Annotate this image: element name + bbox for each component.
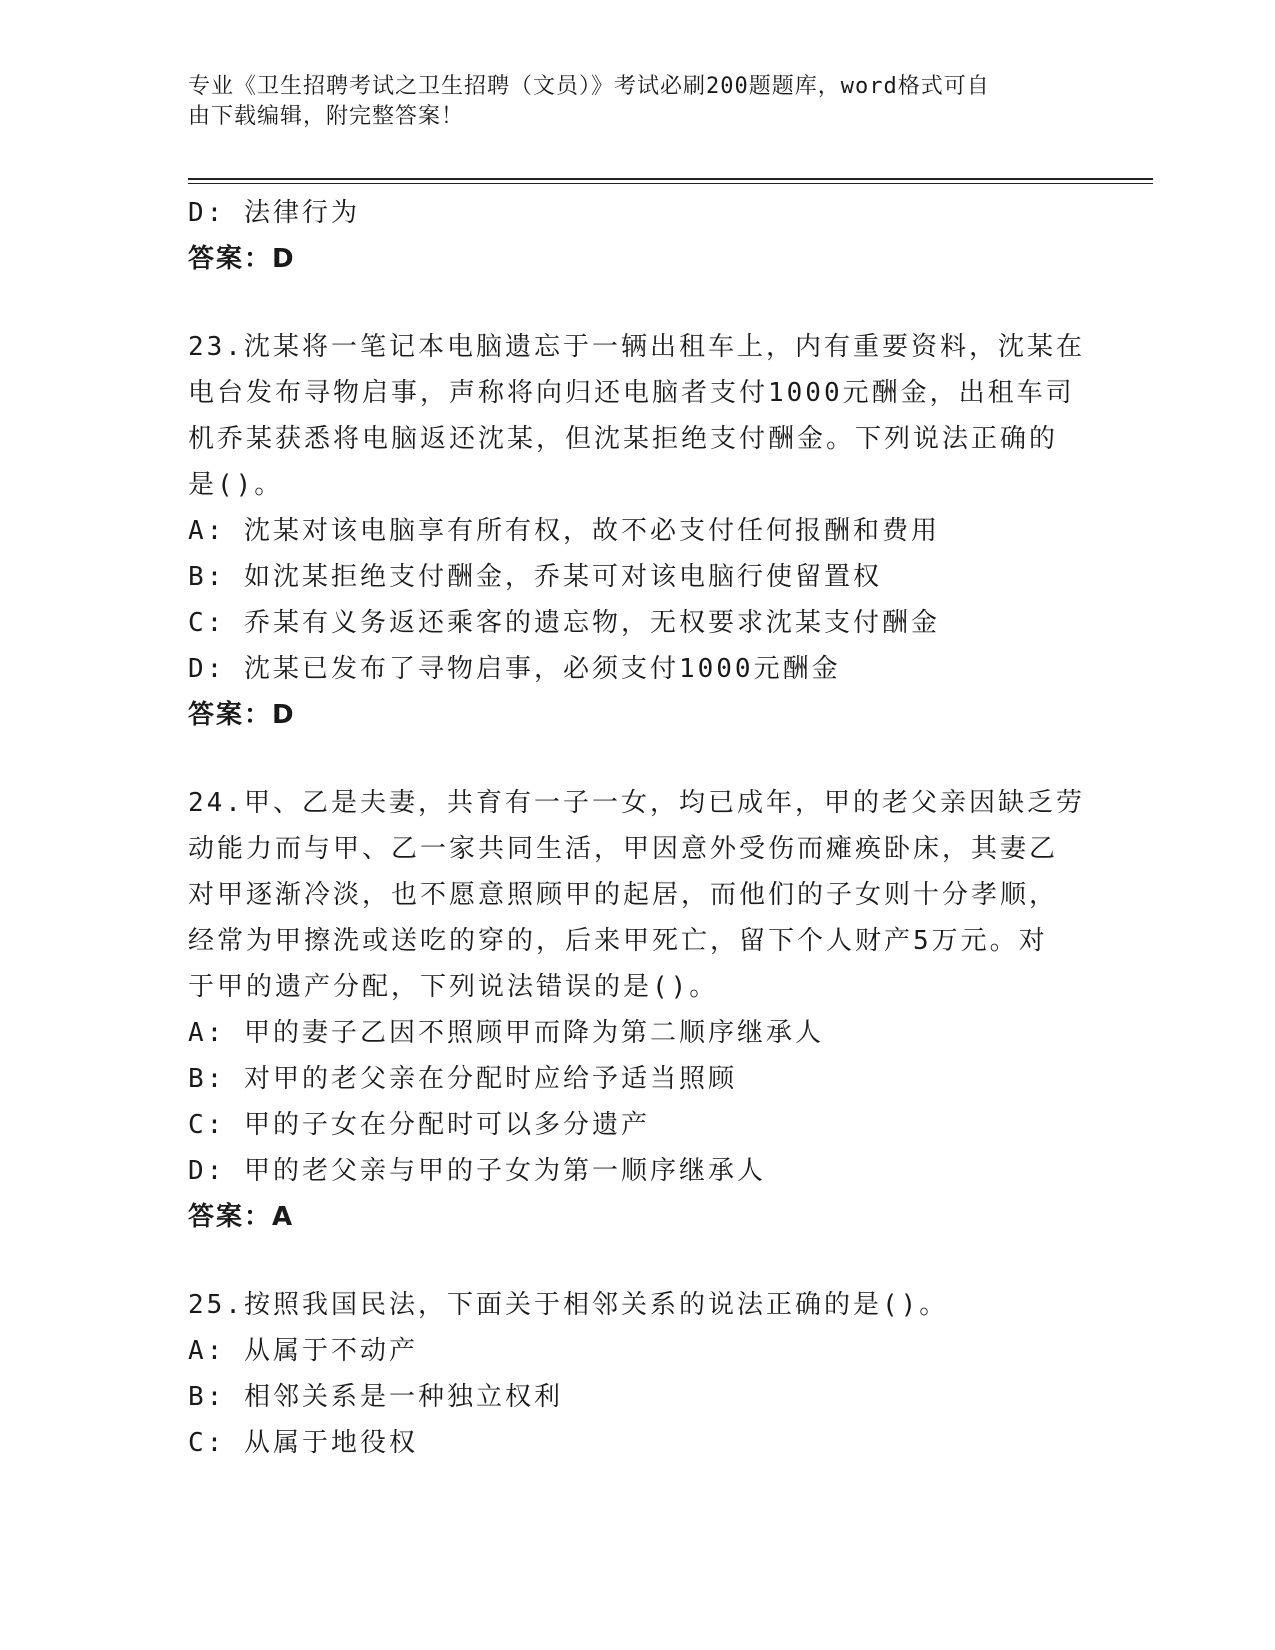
spacer — [188, 282, 1088, 324]
header-line-1: 专业《卫生招聘考试之卫生招聘（文员）》考试必刷200题题库，word格式可自 — [188, 74, 990, 99]
option-d: D: 法律行为 — [188, 198, 360, 228]
document-body — [188, 190, 1088, 1466]
header-line-2: 由下载编辑，附完整答案！ — [188, 104, 465, 129]
answer-line: 答案：A — [188, 1202, 295, 1232]
header-divider-thick — [188, 178, 1153, 180]
option-c: C: 甲的子女在分配时可以多分遗产 — [188, 1110, 650, 1140]
answer-line: 答案：D — [188, 244, 296, 274]
document-header — [188, 72, 1068, 132]
option-b: B: 相邻关系是一种独立权利 — [188, 1382, 563, 1412]
question-stem-line: 是()。 — [188, 470, 284, 500]
option-b: B: 对甲的老父亲在分配时应给予适当照顾 — [188, 1064, 737, 1094]
question-stem-line: 对甲逐渐冷淡，也不愿意照顾甲的起居，而他们的子女则十分孝顺， — [188, 880, 1059, 910]
spacer — [188, 738, 1088, 780]
question-stem-line: 25.按照我国民法，下面关于相邻关系的说法正确的是()。 — [188, 1290, 949, 1320]
option-a: A: 从属于不动产 — [188, 1336, 418, 1366]
question-stem-line: 于甲的遗产分配，下列说法错误的是()。 — [188, 972, 719, 1002]
question-stem-line: 经常为甲擦洗或送吃的穿的，后来甲死亡，留下个人财产5万元。对 — [188, 926, 1048, 956]
spacer — [188, 1240, 1088, 1282]
question-stem-line: 23.沈某将一笔记本电脑遗忘于一辆出租车上，内有重要资料，沈某在 — [188, 332, 1085, 362]
answer-line: 答案：D — [188, 700, 296, 730]
question-22-tail — [188, 190, 1088, 282]
question-stem-line: 24.甲、乙是夫妻，共育有一子一女，均已成年，甲的老父亲因缺乏劳 — [188, 788, 1085, 818]
option-c: C: 乔某有义务返还乘客的遗忘物，无权要求沈某支付酬金 — [188, 608, 940, 638]
option-a: A: 甲的妻子乙因不照顾甲而降为第二顺序继承人 — [188, 1018, 824, 1048]
option-b: B: 如沈某拒绝支付酬金，乔某可对该电脑行使留置权 — [188, 562, 882, 592]
option-a: A: 沈某对该电脑享有所有权，故不必支付任何报酬和费用 — [188, 516, 940, 546]
question-stem-line: 机乔某获悉将电脑返还沈某，但沈某拒绝支付酬金。下列说法正确的 — [188, 424, 1059, 454]
question-stem-line: 动能力而与甲、乙一家共同生活，甲因意外受伤而瘫痪卧床，其妻乙 — [188, 834, 1059, 864]
question-23 — [188, 324, 1088, 738]
question-stem-line: 电台发布寻物启事，声称将向归还电脑者支付1000元酬金，出租车司 — [188, 378, 1075, 408]
question-25 — [188, 1282, 1088, 1466]
option-d: D: 沈某已发布了寻物启事，必须支付1000元酬金 — [188, 654, 841, 684]
option-d: D: 甲的老父亲与甲的子女为第一顺序继承人 — [188, 1156, 766, 1186]
header-divider-thin — [188, 183, 1153, 184]
option-c: C: 从属于地役权 — [188, 1428, 418, 1458]
question-24 — [188, 780, 1088, 1240]
